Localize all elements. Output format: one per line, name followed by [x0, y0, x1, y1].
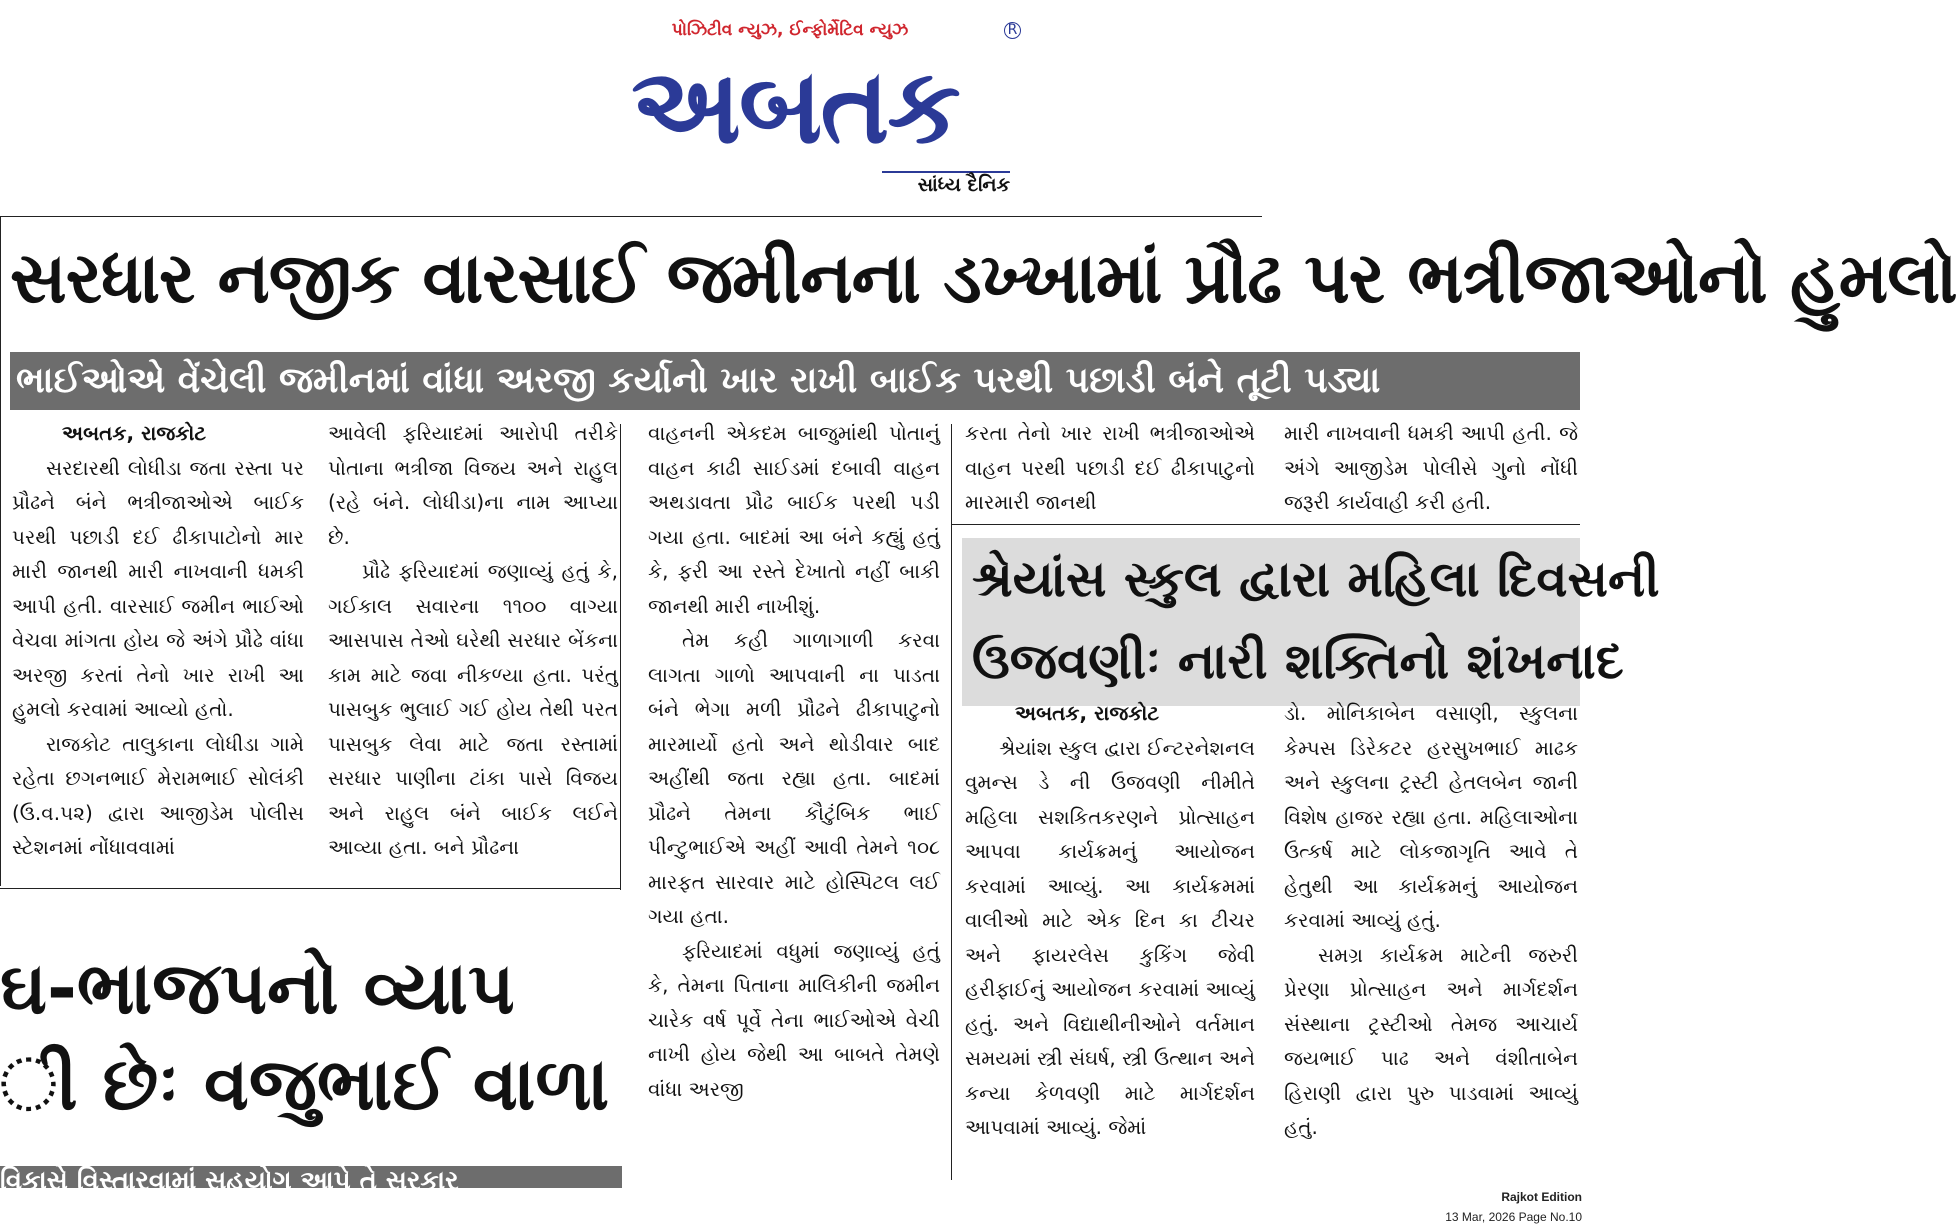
article-paragraph: મારી નાખવાની ધમકી આપી હતી. જે અંગે આજીડેમ પોલીસે ગુનો નોંધી જરૂરી કાર્યવાહી કરી હતી.	[1284, 421, 1578, 514]
article-column-3	[648, 416, 940, 1106]
article-paragraph: સરદારથી લોધીડા જતા રસ્તા પર પ્રૌઢને બંને ભત્રીજાઓએ બાઈક પરથી પછાડી દઈ ઢીકાપાટોનો માર મારી જાનથી મારી નાખવાની ધમકી આપી હતી. વારસાઈ જમીન ભાઈઓ વેચવા માંગતા હોય જે અંગે પ્રૌઢે વાંધા અરજી કરતાં તેનો ખાર રાખી આ હુમલો કરવામાં આવ્યો હતો.	[12, 455, 304, 721]
article-paragraph: ફરિયાદમાં વધુમાં જણાવ્યું હતું કે, તેમના પિતાના માલિકીની જમીન ચારેક વર્ષ પૂર્વે તેના ભાઈઓએ વેચી નાખી હોય જેથી આ બાબતે તેમણે વાંધા અરજી	[648, 938, 940, 1101]
second-article-column-1	[965, 696, 1255, 1145]
adjacent-headline-line1: ઘ-ભાજપનો વ્યાપ	[0, 946, 515, 1030]
article-column-5	[1284, 416, 1578, 520]
frame-top-line	[0, 216, 1262, 217]
article-column-1	[12, 416, 304, 865]
article-paragraph: તેમ કહી ગાળાગાળી કરવા લાગતા ગાળો આપવાની ના પાડતા બંને ભેગા મળી પ્રૌઢને ઢીકાપાટુનો મારમાર્યો હતો અને થોડીવાર બાદ અહીંથી જતા રહ્યા હતા. બાદમાં પ્રૌઢને તેમના કૌટુંબિક ભાઈ પીન્ટુભાઈએ અહીં આવી તેમને ૧૦૮ મારફત સારવાર માટે હોસ્પિટલ લઈ ગયા હતા.	[648, 628, 940, 928]
logo-wordmark: અબતક	[631, 45, 959, 167]
article-paragraph: આવેલી ફરિયાદમાં આરોપી તરીકે પોતાના ભત્રીજા વિજય અને રાહુલ (રહે બંને. લોધીડા)ના નામ આપ્યા છે.	[328, 421, 618, 549]
frame-left-line	[0, 216, 1, 886]
article-paragraph: રાજકોટ તાલુકાના લોધીડા ગામે રહેતા છગનભાઈ મેરામભાઈ સોલંકી (ઉ.વ.૫૨) દ્વારા આજીડેમ પોલીસ સ્ટેશનમાં નોંધાવવામાં	[12, 731, 304, 859]
date-page-label: 13 Mar, 2026 Page No.10	[1445, 1210, 1582, 1224]
newspaper-logo	[570, 42, 1020, 170]
article-dateline: અબતક, રાજકોટ	[62, 421, 207, 445]
second-article-column-2	[1284, 696, 1578, 1145]
article-paragraph: કરતા તેનો ખાર રાખી ભત્રીજાઓએ વાહન પરથી પછાડી દઈ ઢીકાપાટુનો મારમારી જાનથી	[965, 421, 1255, 514]
article-column-4	[965, 416, 1255, 520]
article-divider	[0, 888, 621, 889]
article-column-2	[328, 416, 618, 865]
article-divider	[951, 524, 1580, 525]
main-headline: સરધાર નજીક વારસાઈ જમીનના ડખ્ખામાં પ્રૌઢ પર ભત્રીજાઓનો હુમલો	[10, 237, 1957, 319]
article-paragraph: ડો. મોનિકાબેન વસાણી, સ્કુલના કેમ્પસ ડિરેકટર હરસુખભાઈ માઢક અને સ્કુલના ટ્રસ્ટી હેતલબેન જાની વિશેષ હાજર રહ્યા હતા. મહિલાઓના ઉત્કર્ષ માટે લોકજાગૃતિ આવે તે હેતુથી આ કાર્યક્રમનું આયોજન કરવામાં આવ્યું હતું.	[1284, 701, 1578, 932]
column-divider	[620, 424, 621, 890]
article-paragraph: સમગ્ર કાર્યક્રમ માટેની જરુરી પ્રેરણા પ્રોત્સાહન અને માર્ગદર્શન સંસ્થાના ટ્રસ્ટીઓ તેમજ આચાર્ય જયભાઈ પાઢ અને વંશીતાબેન હિરાણી દ્વારા પુરુ પાડવામાં આવ્યું હતું.	[1284, 942, 1578, 1139]
adjacent-story-headline	[0, 940, 622, 1140]
second-headline-line2: ઉજવણીઃ નારી શક્તિનો શંખનાદ	[972, 632, 1624, 690]
adjacent-headline-line2: ી છેઃ વજુભાઈ વાળા	[0, 1042, 610, 1126]
edition-type: સાંધ્ય દૈનિક	[917, 174, 1010, 196]
main-subheadline: ભાઈઓએ વેંચેલી જમીનમાં વાંધા અરજી કર્યાનો ખાર રાખી બાઈક પરથી પછાડી બંને તૂટી પડ્યા	[10, 352, 1580, 410]
column-divider	[951, 424, 952, 1180]
article-paragraph: શ્રેયાંશ સ્કુલ દ્વારા ઈન્ટરનેશનલ વુમન્સ ડે ની ઉજવણી નીમીતે મહિલા સશકિતકરણને પ્રોત્સાહન આપવા કાર્યક્રમનું આયોજન કરવામાં આવ્યું. આ કાર્યક્રમમાં વાલીઓ માટે એક દિન કા ટીચર અને ફાયરલેસ કુકિંગ જેવી હરીફાઈનું આયોજન કરવામાં આવ્યું હતું. અને વિદ્યાથીનીઓને વર્તમાન સમયમાં સ્ત્રી સંઘર્ષ, સ્ત્રી ઉત્થાન અને કન્યા કેળવણી માટે માર્ગદર્શન આપવામાં આવ્યું. જેમાં	[965, 735, 1255, 1139]
adjacent-story-subhead: વિકાસે વિસ્તારવામાં સહયોગ આપે તે સરકાર	[0, 1166, 622, 1188]
article-dateline: અબતક, રાજકોટ	[1015, 701, 1160, 725]
registered-mark-icon: R	[1004, 22, 1021, 39]
article-paragraph: પ્રૌઢે ફરિયાદમાં જણાવ્યું હતું કે, ગઈકાલ સવારના ૧૧૦૦ વાગ્યા આસપાસ તેઓ ઘરેથી સરધાર બેંકના કામ માટે જવા નીકળ્યા હતા. પરંતુ પાસબુક ભુલાઈ ગઈ હોય તેથી પરત પાસબુક લેવા માટે જતા રસ્તામાં સરધાર પાણીના ટાંકા પાસે વિજય અને રાહુલ બંને બાઈક લઈને આવ્યા હતા. બને પ્રૌઢના	[328, 559, 618, 859]
article-paragraph: વાહનની એકદમ બાજુમાંથી પોતાનું વાહન કાઢી સાઈડમાં દબાવી વાહન અથડાવતા પ્રૌઢ બાઈક પરથી પડી ગયા હતા. બાદમાં આ બંને કહ્યું હતું કે, ફરી આ રસ્તે દેખાતો નહીં બાકી જાનથી મારી નાખીશું.	[648, 421, 940, 618]
logo-divider	[882, 171, 1010, 173]
masthead-tagline: પોઝિટીવ ન્યુઝ, ઈન્ફોર્મેટિવ ન્યુઝ	[671, 20, 909, 40]
second-headline-line1: શ્રેયાંસ સ્કુલ દ્વારા મહિલા દિવસની	[972, 550, 1660, 608]
edition-label: Rajkot Edition	[1501, 1190, 1582, 1204]
second-headline	[962, 538, 1660, 706]
